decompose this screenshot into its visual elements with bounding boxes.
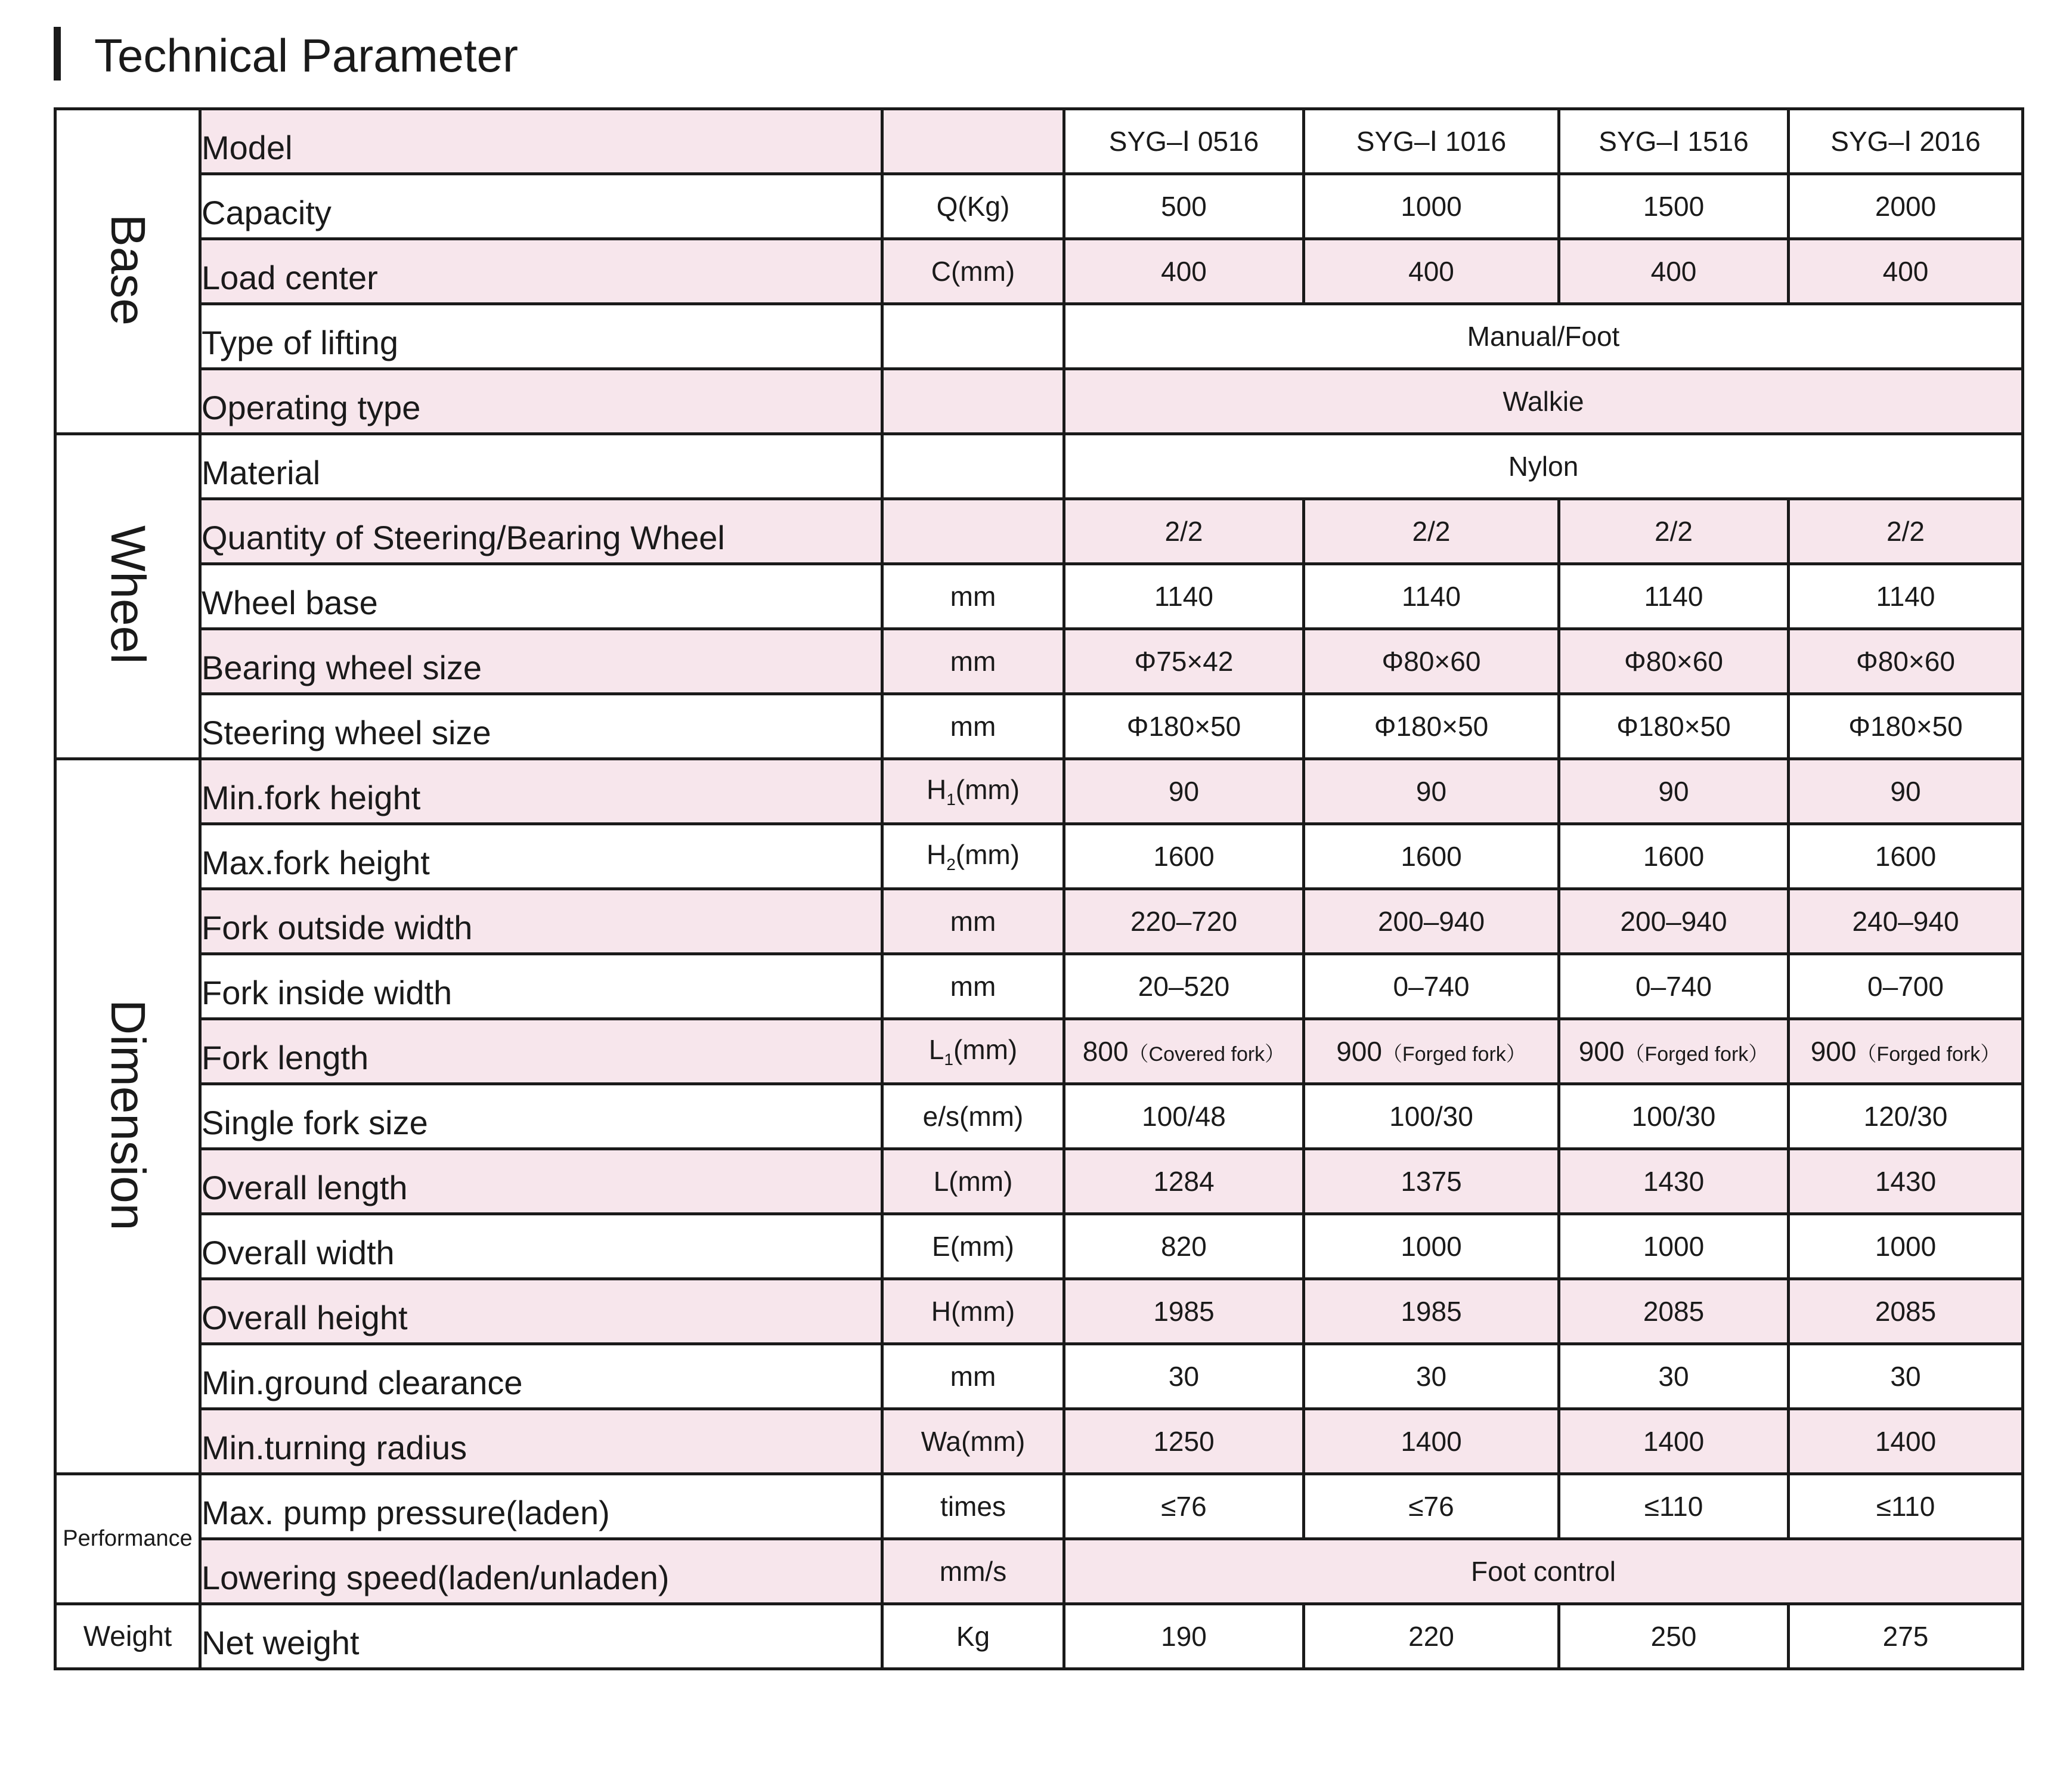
fork-type-note: （Forged fork） — [1856, 1043, 2001, 1066]
value-cell: 1400 — [1304, 1409, 1559, 1474]
fork-type-note: （Covered fork） — [1128, 1043, 1285, 1066]
param-unit: L(mm) — [882, 1149, 1064, 1214]
group-label-weight: Weight — [83, 1620, 172, 1652]
value-cell: 100/30 — [1304, 1084, 1559, 1149]
value-cell: 200–940 — [1559, 889, 1789, 954]
value-cell: Φ180×50 — [1559, 694, 1789, 759]
param-unit: mm — [882, 694, 1064, 759]
value-cell: 1140 — [1789, 564, 2023, 629]
value-cell: 30 — [1559, 1344, 1789, 1409]
value-cell: 100/48 — [1064, 1084, 1304, 1149]
value-cell: 2/2 — [1304, 499, 1559, 564]
row-max-fork-height — [55, 824, 2023, 889]
row-overall-width — [55, 1214, 2023, 1279]
param-unit — [882, 369, 1064, 434]
row-net-weight — [55, 1604, 2023, 1669]
param-unit: times — [882, 1474, 1064, 1539]
value-cell: ≤76 — [1304, 1474, 1559, 1539]
param-label: Type of lifting — [200, 304, 882, 369]
value-cell: 100/30 — [1559, 1084, 1789, 1149]
heading-accent-bar — [54, 27, 61, 81]
value-cell: 1140 — [1559, 564, 1789, 629]
value-cell: 1430 — [1559, 1149, 1789, 1214]
param-label: Max.fork height — [200, 824, 882, 889]
row-min-ground-clearance — [55, 1344, 2023, 1409]
value-cell-merged: Walkie — [1064, 369, 2023, 434]
value-cell: 2000 — [1789, 174, 2023, 239]
value-cell: 30 — [1789, 1344, 2023, 1409]
param-label: Operating type — [200, 369, 882, 434]
value-cell-merged: Nylon — [1064, 434, 2023, 499]
param-unit: Wa(mm) — [882, 1409, 1064, 1474]
value-cell: ≤76 — [1064, 1474, 1304, 1539]
group-label-wheel: Wheel — [101, 525, 155, 664]
group-label-performance: Performance — [63, 1526, 193, 1551]
param-unit: H(mm) — [882, 1279, 1064, 1344]
row-overall-length — [55, 1149, 2023, 1214]
row-wheel-quantity — [55, 499, 2023, 564]
value-cell: Φ80×60 — [1559, 629, 1789, 694]
param-label: Max. pump pressure(laden) — [200, 1474, 882, 1539]
param-label: Min.turning radius — [200, 1409, 882, 1474]
group-base — [55, 109, 200, 434]
param-unit — [882, 434, 1064, 499]
row-fork-length — [55, 1019, 2023, 1084]
value-cell: 1600 — [1304, 824, 1559, 889]
value-cell: ≤110 — [1559, 1474, 1789, 1539]
param-label: Lowering speed(laden/unladen) — [200, 1539, 882, 1604]
row-type-of-lifting — [55, 304, 2023, 369]
group-performance — [55, 1474, 200, 1604]
value-cell: 400 — [1304, 239, 1559, 304]
param-unit — [882, 109, 1064, 174]
value-cell: ≤110 — [1789, 1474, 2023, 1539]
param-unit — [882, 304, 1064, 369]
value-cell: 1985 — [1064, 1279, 1304, 1344]
param-label: Load center — [200, 239, 882, 304]
row-min-fork-height — [55, 759, 2023, 824]
param-label: Steering wheel size — [200, 694, 882, 759]
value-cell: Φ180×50 — [1304, 694, 1559, 759]
param-label: Min.ground clearance — [200, 1344, 882, 1409]
value-cell: 800（Covered fork） — [1064, 1019, 1304, 1084]
value-cell: 220–720 — [1064, 889, 1304, 954]
value-cell: 900（Forged fork） — [1559, 1019, 1789, 1084]
row-bearing-wheel-size — [55, 629, 2023, 694]
value-cell: 275 — [1789, 1604, 2023, 1669]
param-label: Capacity — [200, 174, 882, 239]
value-cell: 2/2 — [1064, 499, 1304, 564]
param-unit: mm — [882, 629, 1064, 694]
value-cell: 1000 — [1304, 1214, 1559, 1279]
value-cell: 2/2 — [1789, 499, 2023, 564]
row-fork-outside-width — [55, 889, 2023, 954]
param-unit: mm — [882, 564, 1064, 629]
value-cell: 30 — [1304, 1344, 1559, 1409]
param-unit: Q(Kg) — [882, 174, 1064, 239]
value-cell: 90 — [1789, 759, 2023, 824]
param-unit: e/s(mm) — [882, 1084, 1064, 1149]
value-cell: 20–520 — [1064, 954, 1304, 1019]
value-cell: Φ80×60 — [1304, 629, 1559, 694]
param-label: Min.fork height — [200, 759, 882, 824]
param-label: Overall height — [200, 1279, 882, 1344]
row-model — [55, 109, 2023, 174]
row-fork-inside-width — [55, 954, 2023, 1019]
fork-type-note: （Forged fork） — [1381, 1043, 1526, 1066]
value-cell: 400 — [1789, 239, 2023, 304]
param-label: Fork length — [200, 1019, 882, 1084]
param-label: Fork inside width — [200, 954, 882, 1019]
param-unit: $H_2(mm)$ — [882, 824, 1064, 889]
value-cell: 900（Forged fork） — [1304, 1019, 1559, 1084]
row-lowering-speed — [55, 1539, 2023, 1604]
param-label: Single fork size — [200, 1084, 882, 1149]
value-cell: 1600 — [1064, 824, 1304, 889]
value-cell: 2085 — [1789, 1279, 2023, 1344]
param-label: Model — [200, 109, 882, 174]
value-cell: 1500 — [1559, 174, 1789, 239]
value-cell: 400 — [1559, 239, 1789, 304]
value-cell: 1000 — [1304, 174, 1559, 239]
value-cell: Φ80×60 — [1789, 629, 2023, 694]
param-unit: mm/s — [882, 1539, 1064, 1604]
group-dimension — [55, 759, 200, 1474]
param-unit: mm — [882, 889, 1064, 954]
value-cell: 1430 — [1789, 1149, 2023, 1214]
row-capacity — [55, 174, 2023, 239]
value-cell: 240–940 — [1789, 889, 2023, 954]
value-cell: 90 — [1304, 759, 1559, 824]
value-cell: 1400 — [1559, 1409, 1789, 1474]
param-unit: E(mm) — [882, 1214, 1064, 1279]
row-wheel-base — [55, 564, 2023, 629]
param-label: Material — [200, 434, 882, 499]
row-single-fork-size — [55, 1084, 2023, 1149]
technical-parameter-table — [54, 107, 2024, 1670]
value-cell: 1985 — [1304, 1279, 1559, 1344]
page-title: Technical Parameter — [94, 29, 518, 82]
value-cell: 0–740 — [1559, 954, 1789, 1019]
row-steering-wheel-size — [55, 694, 2023, 759]
fork-type-note: （Forged fork） — [1624, 1043, 1769, 1066]
model-cell: SYG–Ⅰ 1016 — [1304, 109, 1559, 174]
value-cell: 1600 — [1789, 824, 2023, 889]
param-unit: $L_1(mm)$ — [882, 1019, 1064, 1084]
value-cell: 1140 — [1064, 564, 1304, 629]
value-cell: 820 — [1064, 1214, 1304, 1279]
value-cell-merged: Foot control — [1064, 1539, 2023, 1604]
model-cell: SYG–Ⅰ 1516 — [1559, 109, 1789, 174]
value-cell: 190 — [1064, 1604, 1304, 1669]
value-cell: 250 — [1559, 1604, 1789, 1669]
group-wheel — [55, 434, 200, 759]
param-label: Bearing wheel size — [200, 629, 882, 694]
value-cell-merged: Manual/Foot — [1064, 304, 2023, 369]
value-cell: 1600 — [1559, 824, 1789, 889]
model-cell: SYG–Ⅰ 0516 — [1064, 109, 1304, 174]
row-overall-height — [55, 1279, 2023, 1344]
value-cell: 0–740 — [1304, 954, 1559, 1019]
param-unit: Kg — [882, 1604, 1064, 1669]
group-weight — [55, 1604, 200, 1669]
value-cell: 200–940 — [1304, 889, 1559, 954]
value-cell: 1250 — [1064, 1409, 1304, 1474]
param-unit: C(mm) — [882, 239, 1064, 304]
param-label: Overall width — [200, 1214, 882, 1279]
value-cell: 2085 — [1559, 1279, 1789, 1344]
value-cell: Φ180×50 — [1064, 694, 1304, 759]
value-cell: 220 — [1304, 1604, 1559, 1669]
value-cell: 30 — [1064, 1344, 1304, 1409]
row-min-turning-radius — [55, 1409, 2023, 1474]
param-label: Net weight — [200, 1604, 882, 1669]
param-unit: mm — [882, 1344, 1064, 1409]
value-cell: 400 — [1064, 239, 1304, 304]
value-cell: 1284 — [1064, 1149, 1304, 1214]
value-cell: 900（Forged fork） — [1789, 1019, 2023, 1084]
value-cell: Φ180×50 — [1789, 694, 2023, 759]
row-max-pump-pressure — [55, 1474, 2023, 1539]
value-cell: 1400 — [1789, 1409, 2023, 1474]
value-cell: 90 — [1064, 759, 1304, 824]
value-cell: 500 — [1064, 174, 1304, 239]
param-label: Fork outside width — [200, 889, 882, 954]
param-unit — [882, 499, 1064, 564]
row-material — [55, 434, 2023, 499]
value-cell: 1375 — [1304, 1149, 1559, 1214]
row-load-center — [55, 239, 2023, 304]
param-label: Overall length — [200, 1149, 882, 1214]
value-cell: 2/2 — [1559, 499, 1789, 564]
row-operating-type — [55, 369, 2023, 434]
param-label: Wheel base — [200, 564, 882, 629]
param-label: Quantity of Steering/Bearing Wheel — [200, 499, 882, 564]
value-cell: 0–700 — [1789, 954, 2023, 1019]
value-cell: 1000 — [1559, 1214, 1789, 1279]
param-unit: $H_1(mm)$ — [882, 759, 1064, 824]
value-cell: 120/30 — [1789, 1084, 2023, 1149]
group-label-dimension: Dimension — [101, 999, 155, 1231]
value-cell: Φ75×42 — [1064, 629, 1304, 694]
value-cell: 90 — [1559, 759, 1789, 824]
group-label-base: Base — [101, 214, 155, 326]
value-cell: 1140 — [1304, 564, 1559, 629]
param-unit: mm — [882, 954, 1064, 1019]
model-cell: SYG–Ⅰ 2016 — [1789, 109, 2023, 174]
value-cell: 1000 — [1789, 1214, 2023, 1279]
